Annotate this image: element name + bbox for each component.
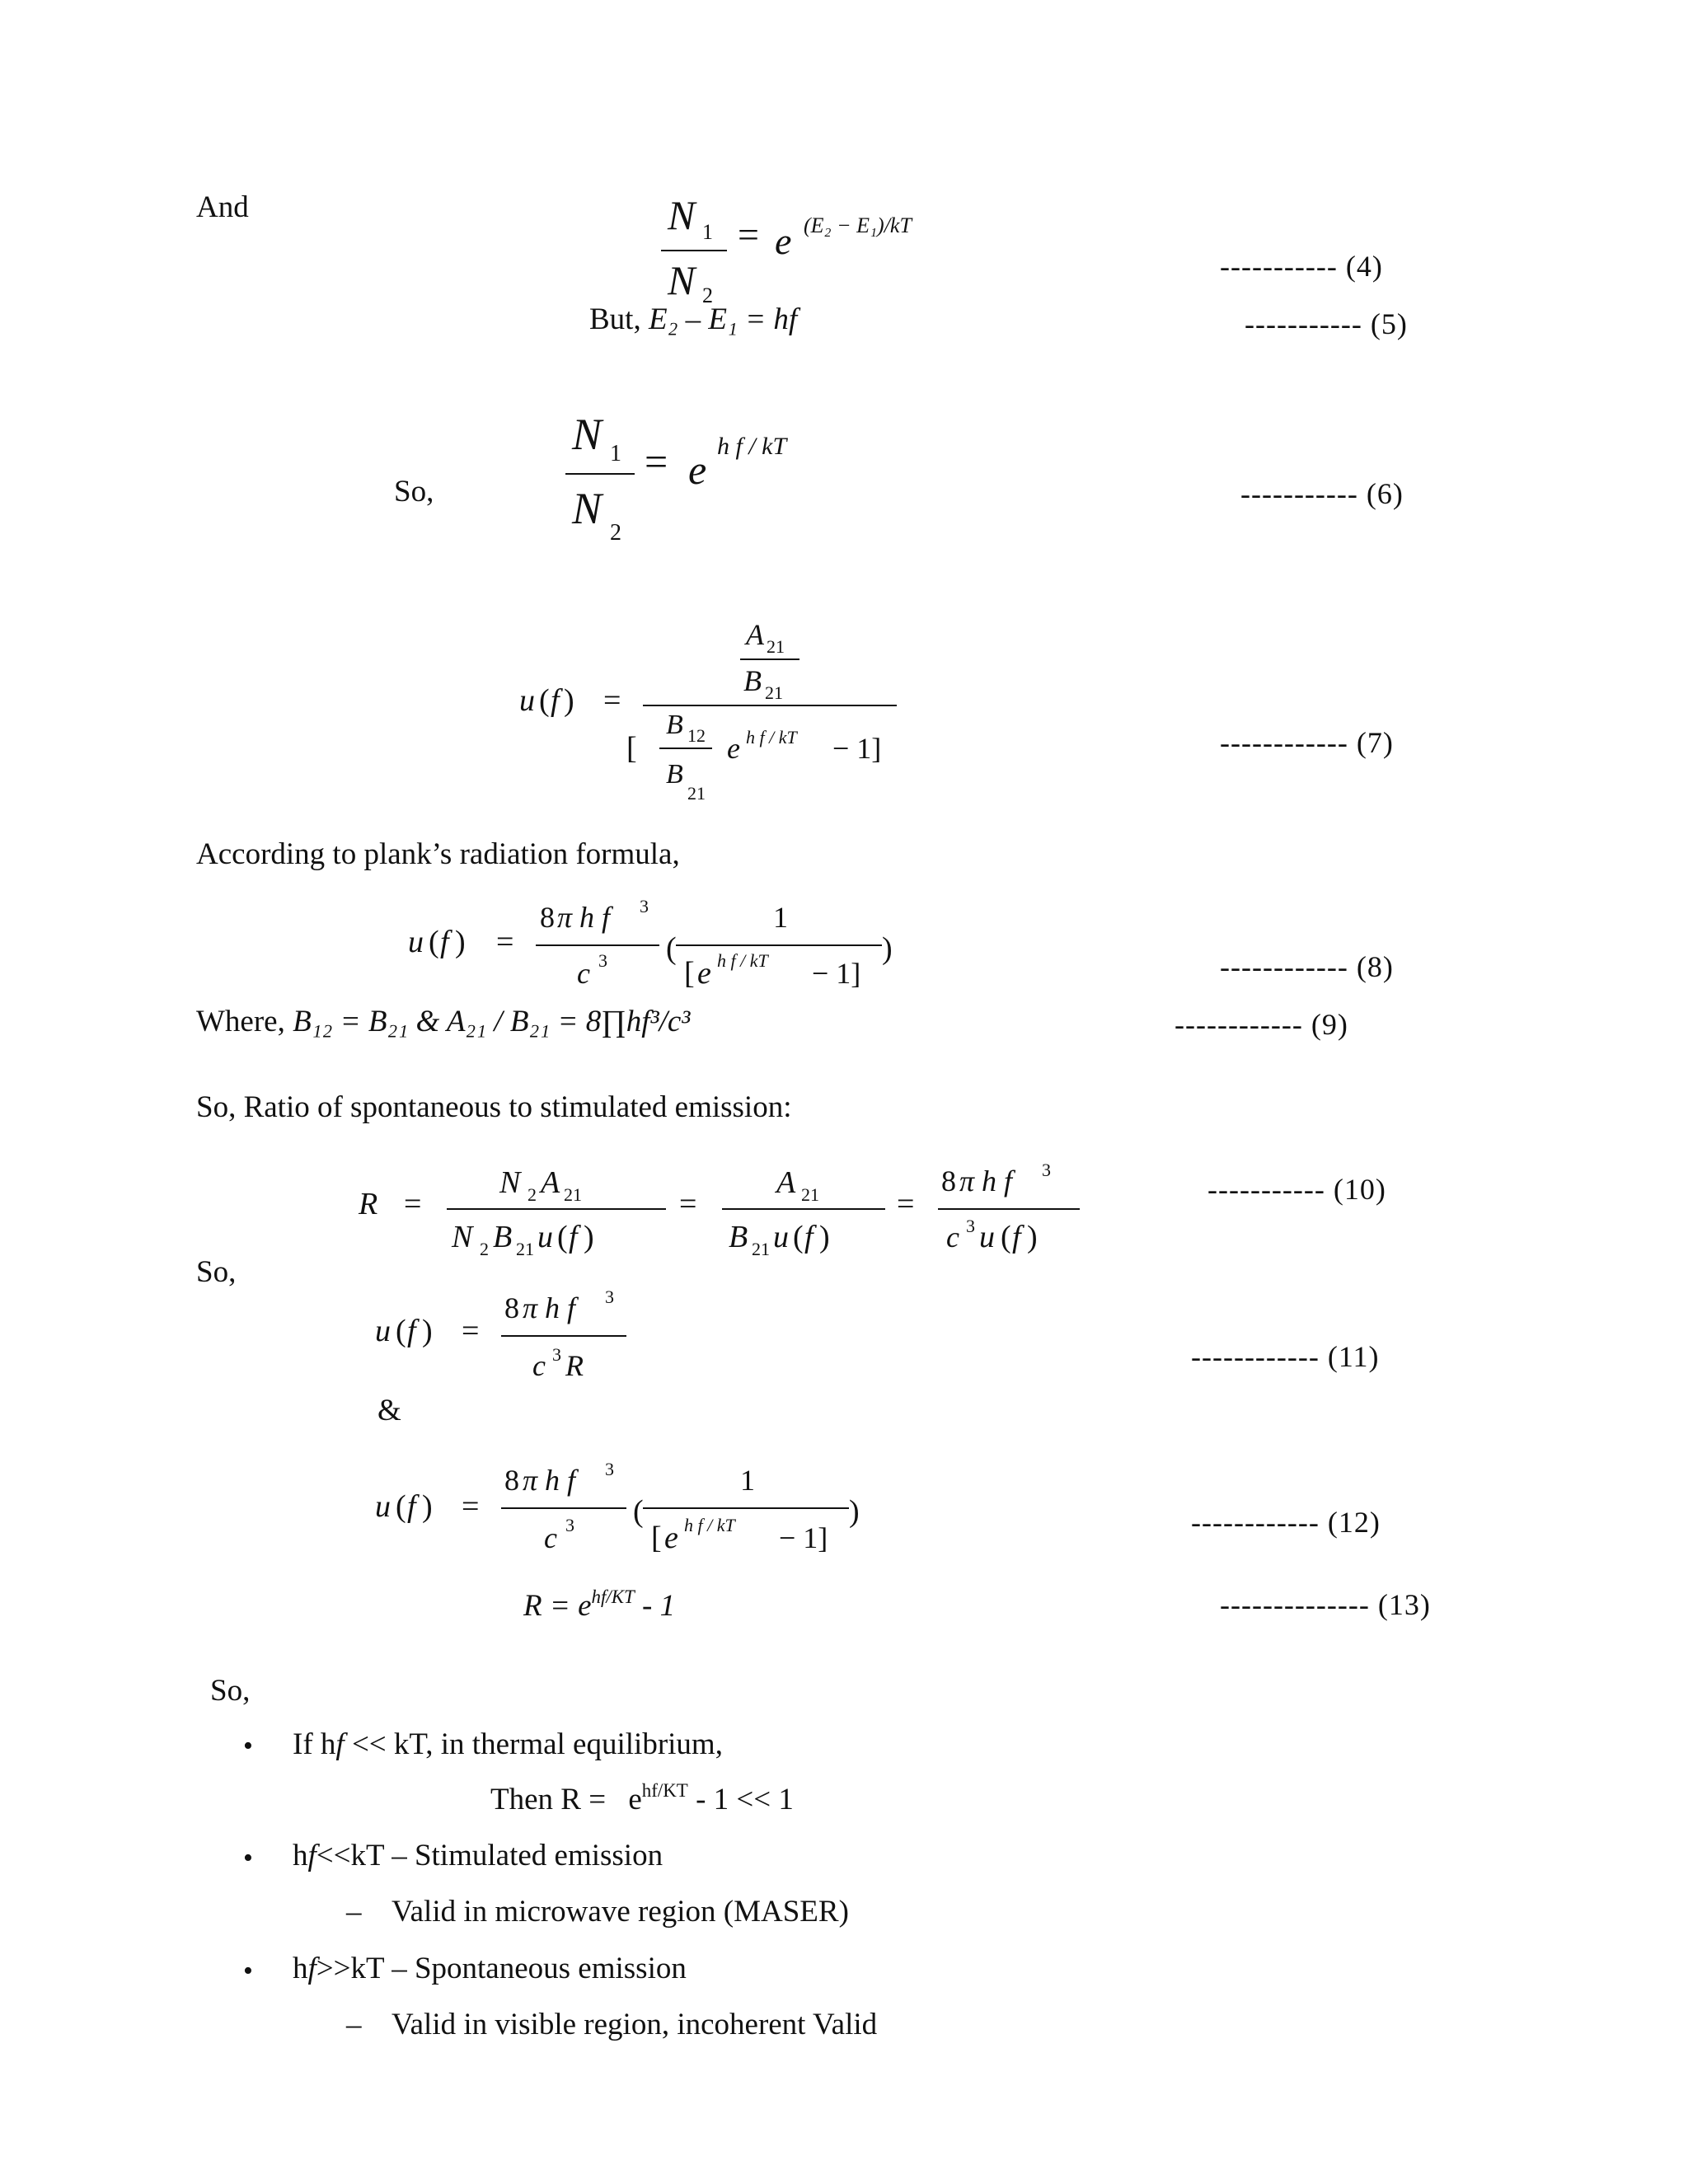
eq8-tag: ------------ (8) xyxy=(1220,950,1394,983)
svg-text:): ) xyxy=(564,683,574,718)
svg-text:B: B xyxy=(743,664,762,697)
so-label-1: So, xyxy=(394,475,434,509)
bullet-1 xyxy=(293,1727,723,1762)
eq13-line xyxy=(523,1586,675,1624)
eq6-base: e xyxy=(688,447,707,493)
svg-text:R: R xyxy=(359,1187,378,1221)
svg-text:u: u xyxy=(537,1220,553,1254)
svg-text:21: 21 xyxy=(765,682,783,703)
eq12-tag: ------------ (12) xyxy=(1191,1506,1381,1539)
svg-text:f: f xyxy=(440,925,449,959)
then-line xyxy=(490,1780,794,1817)
bullet-3-f: f xyxy=(307,1952,316,1985)
svg-text:3: 3 xyxy=(565,1515,574,1535)
svg-text:π h f: π h f xyxy=(959,1165,1013,1197)
eq4-base: e xyxy=(775,220,792,262)
equation-6 xyxy=(552,408,816,556)
svg-text:u: u xyxy=(519,683,535,718)
eq4-exponent: (E₂ − E₁)/kT xyxy=(804,213,912,237)
svg-text:): ) xyxy=(584,1220,594,1254)
svg-text:21: 21 xyxy=(564,1184,582,1205)
svg-text:21: 21 xyxy=(687,783,706,804)
svg-text:f: f xyxy=(1012,1220,1021,1254)
bullet-glyph-2: • xyxy=(243,1843,253,1873)
svg-text:e: e xyxy=(727,732,740,765)
svg-text:B: B xyxy=(729,1220,748,1254)
eq5-line xyxy=(589,302,797,337)
then-exp: hf/KT xyxy=(641,1780,688,1801)
svg-text:21: 21 xyxy=(767,636,785,657)
ratio-heading: So, Ratio of spontaneous to stimulated emission: xyxy=(196,1090,792,1124)
svg-text:(: ( xyxy=(396,1489,406,1524)
eq4-den-sub: 2 xyxy=(702,284,713,307)
svg-text:− 1]: − 1] xyxy=(812,957,861,990)
svg-text:c: c xyxy=(946,1221,959,1254)
svg-text:f: f xyxy=(407,1314,416,1348)
svg-text:π h f: π h f xyxy=(523,1291,576,1324)
svg-text:=: = xyxy=(679,1187,697,1221)
bullet-2-pre: h xyxy=(293,1839,308,1872)
eq6-num-sub: 1 xyxy=(610,441,621,466)
svg-text:(: ( xyxy=(539,683,550,718)
eq5-tag: ----------- (5) xyxy=(1245,307,1408,340)
svg-text:f: f xyxy=(551,683,560,718)
eq9-line xyxy=(196,1004,690,1039)
svg-text:=: = xyxy=(404,1187,422,1221)
dash-glyph-2: – xyxy=(346,2008,362,2041)
svg-text:): ) xyxy=(422,1489,433,1524)
svg-text:=: = xyxy=(462,1314,480,1348)
bullet-3-pre: h xyxy=(293,1952,308,1985)
eq6-den: N xyxy=(572,484,603,533)
svg-text:[: [ xyxy=(684,956,695,991)
eq4-equals: = xyxy=(738,213,759,255)
eq7-tag: ------------ (7) xyxy=(1220,726,1394,759)
svg-text:21: 21 xyxy=(801,1184,819,1205)
svg-text:): ) xyxy=(455,925,466,959)
subbullet-1: Valid in microwave region (MASER) xyxy=(392,1895,849,1929)
svg-text:h f / kT: h f / kT xyxy=(746,727,797,748)
svg-text:3: 3 xyxy=(598,950,607,971)
eq5-text: E₂ – E₁ = hf xyxy=(648,302,798,336)
eq11-tag: ------------ (11) xyxy=(1191,1340,1380,1373)
svg-text:h f / kT: h f / kT xyxy=(717,950,768,971)
eq6-exponent: h f / kT xyxy=(717,433,787,460)
according-text: According to plank’s radiation formula, xyxy=(196,837,680,871)
bullet-2 xyxy=(293,1838,663,1873)
svg-text:12: 12 xyxy=(687,725,706,746)
svg-text:(: ( xyxy=(396,1314,406,1348)
svg-text:(: ( xyxy=(793,1220,804,1254)
svg-text:): ) xyxy=(819,1220,830,1254)
bullet-3-post: >>kT – Spontaneous emission xyxy=(316,1952,687,1985)
eq10-tag: ----------- (10) xyxy=(1207,1173,1386,1206)
eq6-den-sub: 2 xyxy=(610,520,621,546)
bullet-3 xyxy=(293,1951,687,1986)
svg-text:2: 2 xyxy=(528,1184,537,1205)
svg-text:8: 8 xyxy=(504,1291,519,1324)
svg-text:(: ( xyxy=(557,1220,568,1254)
then-base: e xyxy=(628,1782,642,1816)
svg-text:(: ( xyxy=(633,1494,644,1529)
svg-text:π h f: π h f xyxy=(523,1464,576,1497)
then-tail: - 1 << 1 xyxy=(696,1782,794,1816)
svg-text:8: 8 xyxy=(941,1165,956,1197)
eq6-num: N xyxy=(572,410,603,459)
svg-text:u: u xyxy=(408,925,424,959)
eq9-tag: ------------ (9) xyxy=(1175,1008,1348,1041)
svg-text:c: c xyxy=(544,1521,557,1554)
equation-11 xyxy=(371,1282,651,1397)
svg-text:): ) xyxy=(849,1494,860,1529)
eq4-num: N xyxy=(668,192,696,238)
svg-text:π h f: π h f xyxy=(557,901,611,934)
svg-text:(: ( xyxy=(1001,1220,1011,1254)
svg-text:=: = xyxy=(462,1489,480,1524)
svg-text:): ) xyxy=(882,931,893,966)
so-label-3: So, xyxy=(210,1674,251,1708)
svg-text:A: A xyxy=(541,1165,560,1200)
svg-text:[: [ xyxy=(651,1521,662,1555)
svg-text:8: 8 xyxy=(540,901,555,934)
eq13-lhs: R = e xyxy=(523,1588,592,1623)
svg-text:=: = xyxy=(603,683,621,718)
eq6-tag: ----------- (6) xyxy=(1240,477,1404,510)
bullet-1-f: f xyxy=(335,1727,345,1761)
svg-text:=: = xyxy=(897,1187,915,1221)
svg-text:N: N xyxy=(452,1220,473,1254)
svg-text:3: 3 xyxy=(966,1216,975,1236)
bullet-2-f: f xyxy=(307,1839,316,1872)
then-prefix: Then R = xyxy=(490,1782,607,1816)
svg-text:): ) xyxy=(422,1314,433,1348)
svg-text:3: 3 xyxy=(605,1459,614,1479)
bullet-1-post: << kT, in thermal equilibrium, xyxy=(344,1727,723,1761)
svg-text:[: [ xyxy=(626,731,637,766)
and-label: And xyxy=(196,190,249,224)
svg-text:c: c xyxy=(577,957,590,990)
svg-text:B: B xyxy=(666,759,683,790)
subbullet-2: Valid in visible region, incoherent Valid xyxy=(392,2008,878,2041)
svg-text:21: 21 xyxy=(516,1239,534,1259)
ampersand: & xyxy=(377,1394,401,1427)
svg-text:u: u xyxy=(979,1220,995,1254)
svg-text:u: u xyxy=(375,1489,391,1524)
svg-text:h f / kT: h f / kT xyxy=(684,1515,735,1535)
svg-text:f: f xyxy=(569,1220,578,1254)
svg-text:3: 3 xyxy=(605,1286,614,1307)
svg-text:3: 3 xyxy=(552,1344,561,1365)
eq4-tag: ----------- (4) xyxy=(1220,250,1383,283)
bullet-glyph-1: • xyxy=(243,1731,253,1761)
svg-text:=: = xyxy=(496,925,514,959)
bullet-2-post: <<kT – Stimulated emission xyxy=(316,1839,663,1872)
so-label-2: So, xyxy=(196,1255,237,1289)
svg-text:c: c xyxy=(532,1349,546,1382)
svg-text:f: f xyxy=(804,1220,814,1254)
equation-7 xyxy=(511,610,907,816)
eq6-equals: = xyxy=(645,438,668,485)
equation-12 xyxy=(371,1451,882,1574)
but-label: But, xyxy=(589,302,641,336)
bullet-1-pre: If h xyxy=(293,1727,336,1761)
svg-text:A: A xyxy=(776,1165,796,1200)
svg-text:B: B xyxy=(493,1220,513,1254)
svg-text:B: B xyxy=(666,710,683,740)
svg-text:1: 1 xyxy=(773,901,788,934)
svg-text:R: R xyxy=(565,1349,584,1382)
svg-text:N: N xyxy=(499,1165,521,1200)
svg-text:e: e xyxy=(664,1521,678,1555)
svg-text:8: 8 xyxy=(504,1464,519,1497)
svg-text:3: 3 xyxy=(640,896,649,916)
eq4-num-sub: 1 xyxy=(702,220,713,244)
svg-text:(: ( xyxy=(666,931,677,966)
svg-text:): ) xyxy=(1027,1220,1038,1254)
svg-text:21: 21 xyxy=(752,1239,770,1259)
svg-text:3: 3 xyxy=(1042,1160,1051,1180)
eq4-den: N xyxy=(668,257,696,303)
bullet-glyph-3: • xyxy=(243,1956,253,1986)
svg-text:(: ( xyxy=(429,925,439,959)
svg-text:u: u xyxy=(375,1314,391,1348)
svg-text:− 1]: − 1] xyxy=(832,732,882,765)
where-label: Where, xyxy=(196,1005,285,1038)
eq9-text: B₁₂ = B₂₁ & A₂₁ / B₂₁ = 8∏hf³/c³ xyxy=(293,1005,691,1038)
svg-text:2: 2 xyxy=(480,1239,489,1259)
svg-text:− 1]: − 1] xyxy=(779,1521,828,1554)
eq13-tail: - 1 xyxy=(642,1588,676,1623)
svg-text:A: A xyxy=(746,618,764,651)
equation-4 xyxy=(651,190,981,313)
equation-10 xyxy=(354,1158,1096,1265)
eq13-tag: -------------- (13) xyxy=(1220,1588,1431,1621)
svg-text:u: u xyxy=(773,1220,789,1254)
dash-glyph-1: – xyxy=(346,1895,362,1929)
svg-text:f: f xyxy=(407,1489,416,1524)
svg-text:e: e xyxy=(697,956,711,991)
eq13-exp: hf/KT xyxy=(591,1586,635,1607)
svg-text:1: 1 xyxy=(740,1464,755,1497)
